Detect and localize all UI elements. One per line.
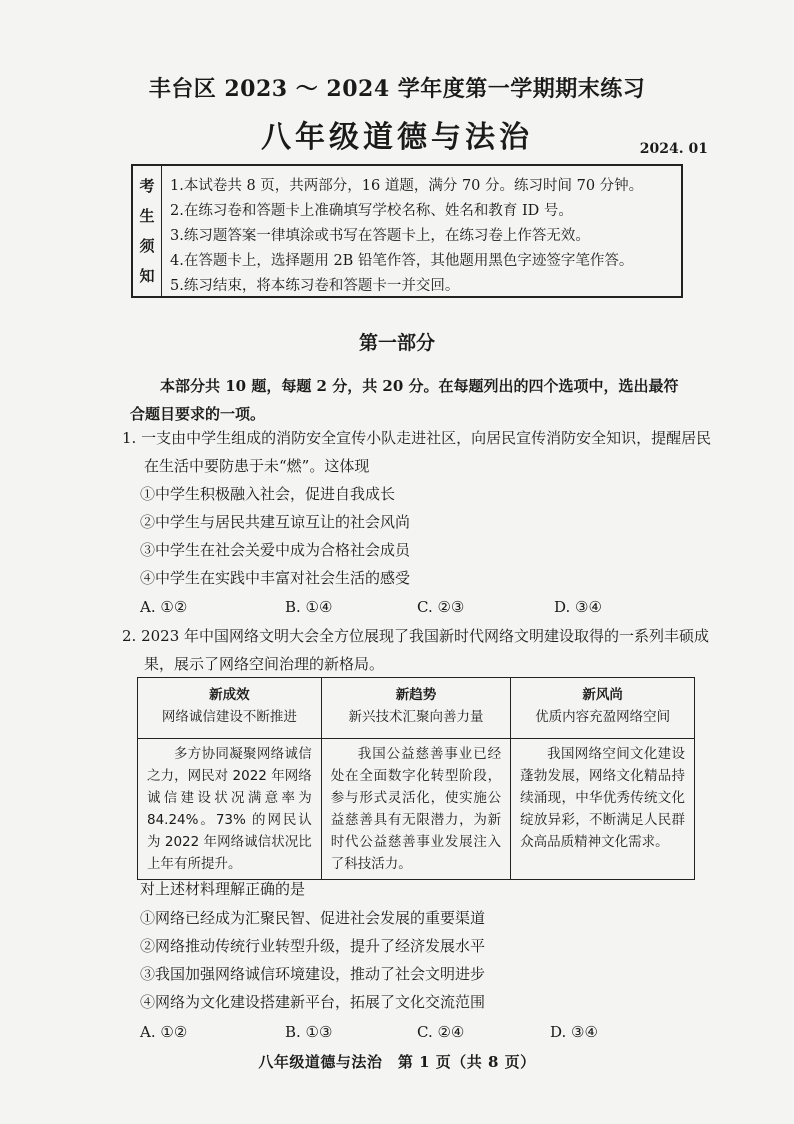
material-subheading: 新兴技术汇聚向善力量 xyxy=(348,709,484,725)
notice-list xyxy=(170,174,643,299)
notice-label xyxy=(133,166,162,296)
page-footer: 八年级道德与法治 第 1 页（共 8 页） xyxy=(258,1053,536,1071)
material-heading: 新成效 xyxy=(209,687,250,703)
material-body-cell: 我国公益慈善事业已经处在全面数字化转型阶段，参与形式灵活化，使实施公益慈善具有无限潜力，为新时代公益慈善事业发展注入了科技活力。 xyxy=(321,739,510,880)
option-b[interactable]: B. ①③ xyxy=(285,1023,333,1041)
question-2-statement: ①网络已经成为汇聚民智、促进社会发展的重要渠道 xyxy=(140,909,486,927)
option-d[interactable]: D. ③④ xyxy=(550,1023,598,1041)
section-intro: 本部分共 10 题，每题 2 分，共 20 分。在每题列出的四个选项中，选出最符合题目要求的一项。 xyxy=(130,377,679,423)
notice-box xyxy=(131,164,683,298)
material-subheading: 优质内容充盈网络空间 xyxy=(535,709,671,725)
question-1-statement: ①中学生积极融入社会，促进自我成长 xyxy=(140,485,396,503)
material-subheading: 网络诚信建设不断推进 xyxy=(161,709,297,725)
question-2-statement: ②网络推动传统行业转型升级，提升了经济发展水平 xyxy=(140,937,486,955)
notice-label-char: 生 xyxy=(139,207,155,225)
question-2-prompt: 对上述材料理解正确的是 xyxy=(140,880,306,898)
notice-item: 5.练习结束，将本练习卷和答题卡一并交回。 xyxy=(170,278,460,294)
notice-item: 2.在练习卷和答题卡上准确填写学校名称、姓名和教育 ID 号。 xyxy=(170,203,573,219)
material-header-cell xyxy=(321,678,510,739)
question-1-statement: ④中学生在实践中丰富对社会生活的感受 xyxy=(140,569,411,587)
question-2-stem: 2. 2023 年中国网络文明大会全方位展现了我国新时代网络文明建设取得的一系列丰硕成果，展示了网络空间治理的新格局。 xyxy=(122,627,710,673)
option-c[interactable]: C. ②③ xyxy=(417,598,465,616)
notice-item: 1.本试卷共 8 页，共两部分，16 道题，满分 70 分。练习时间 70 分钟。 xyxy=(170,178,644,194)
material-heading: 新趋势 xyxy=(395,687,437,703)
exam-subtitle: 丰台区 2023 ～ 2024 学年度第一学期期末练习 xyxy=(148,76,646,102)
question-2-statement: ③我国加强网络诚信环境建设，推动了社会文明进步 xyxy=(140,965,486,983)
question-2-statement: ④网络为文化建设搭建新平台，拓展了文化交流范围 xyxy=(140,993,486,1011)
material-heading: 新风尚 xyxy=(582,687,623,703)
notice-item: 3.练习题答案一律填涂或书写在答题卡上，在练习卷上作答无效。 xyxy=(170,228,590,244)
question-1-statement: ③中学生在社会关爱中成为合格社会成员 xyxy=(140,541,411,559)
notice-label-char: 须 xyxy=(139,237,155,255)
material-header-cell xyxy=(138,678,322,739)
question-1-stem: 1. 一支由中学生组成的消防安全宣传小队走进社区，向居民宣传消防安全知识，提醒居民在生活中要防患于未“燃”。这体现 xyxy=(122,429,712,475)
material-table xyxy=(137,677,695,880)
option-d[interactable]: D. ③④ xyxy=(554,598,602,616)
option-b[interactable]: B. ①④ xyxy=(285,598,333,616)
option-a[interactable]: A. ①② xyxy=(140,598,188,616)
exam-title: 八年级道德与法治 xyxy=(261,120,533,155)
question-1-statement: ②中学生与居民共建互谅互让的社会风尚 xyxy=(140,513,411,531)
notice-item: 4.在答题卡上，选择题用 2B 铅笔作答，其他题用黑色字迹签字笔作答。 xyxy=(170,253,634,269)
section-title: 第一部分 xyxy=(358,332,435,354)
notice-label-char: 考 xyxy=(139,177,155,195)
material-body-cell: 我国网络空间文化建设蓬勃发展，网络文化精品持续涌现，中华优秀传统文化绽放异彩，不断满足人民群众高品质精神文化需求。 xyxy=(511,739,695,880)
notice-label-char: 知 xyxy=(139,267,155,285)
material-header-cell xyxy=(511,678,695,739)
exam-date: 2024. 01 xyxy=(639,141,708,157)
option-c[interactable]: C. ②④ xyxy=(417,1023,465,1041)
option-a[interactable]: A. ①② xyxy=(140,1023,188,1041)
material-body-cell: 多方协同凝聚网络诚信之力，网民对 2022 年网络诚信建设状况满意率为 84.24%。73% 的网民认为 2022 年网络诚信状况比上年有所提升。 xyxy=(138,739,322,880)
